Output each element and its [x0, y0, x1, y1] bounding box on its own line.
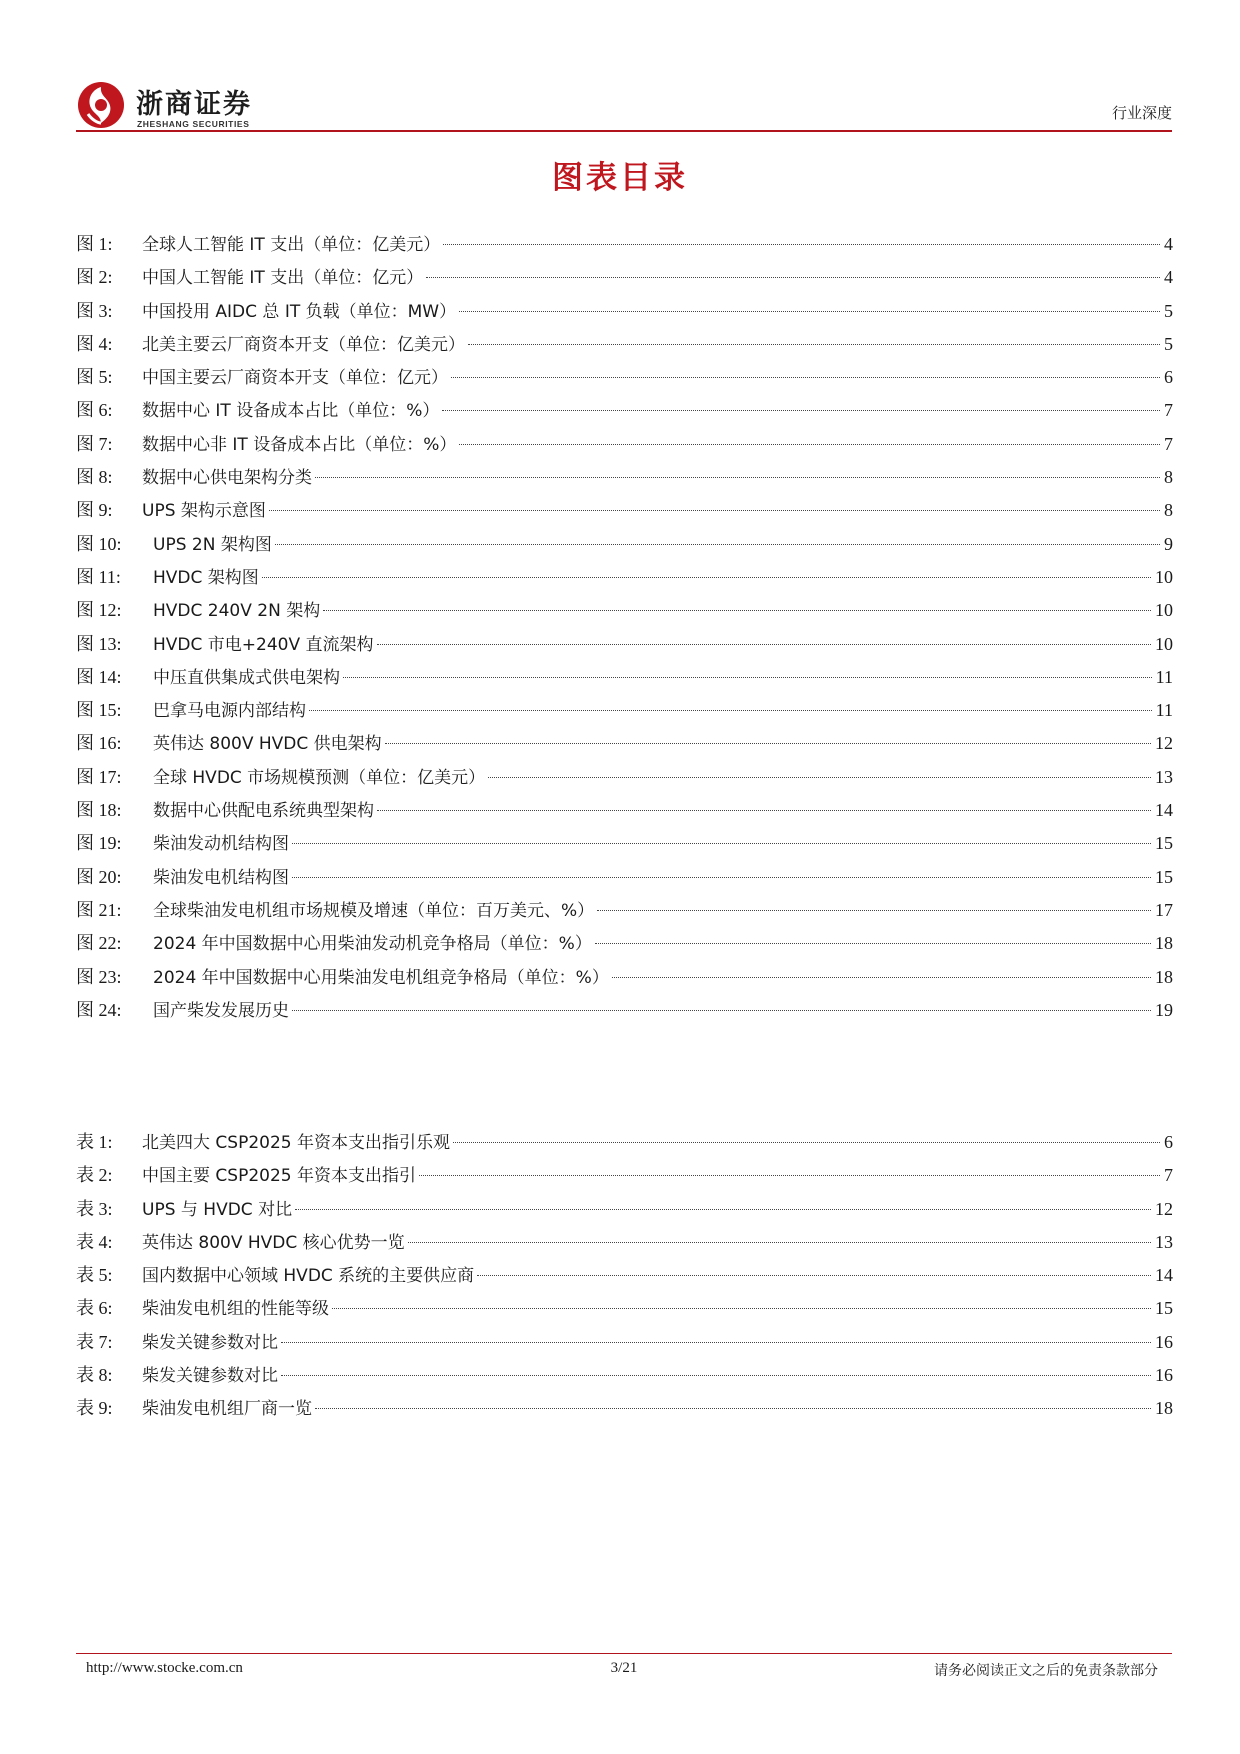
- entry-page-number[interactable]: 15: [1155, 1298, 1173, 1319]
- entry-label: 图 9:: [76, 500, 113, 521]
- page-title: 图表目录: [552, 160, 688, 196]
- entry-title[interactable]: 全球 HVDC 市场规模预测（单位：亿美元）: [153, 767, 486, 788]
- company-logo: [76, 80, 316, 136]
- entry-title[interactable]: 全球柴油发电机组市场规模及增速（单位：百万美元、%）: [153, 900, 595, 921]
- entry-title[interactable]: 英伟达 800V HVDC 供电架构: [153, 734, 382, 755]
- entry-title[interactable]: 柴油发电机组厂商一览: [142, 1399, 312, 1420]
- entry-title[interactable]: UPS 架构示意图: [142, 501, 266, 522]
- entry-page-number[interactable]: 18: [1155, 933, 1173, 954]
- dot-leader: [323, 610, 1151, 611]
- dot-leader: [262, 577, 1151, 578]
- dot-leader: [281, 1342, 1151, 1343]
- entry-label: 图 15:: [76, 700, 122, 721]
- dot-leader: [292, 1010, 1151, 1011]
- entry-page-number[interactable]: 16: [1155, 1365, 1173, 1386]
- entry-title[interactable]: HVDC 架构图: [153, 567, 259, 588]
- entry-title[interactable]: 英伟达 800V HVDC 核心优势一览: [142, 1232, 405, 1253]
- entry-label: 图 10:: [76, 533, 122, 554]
- entry-label: 图 13:: [76, 633, 122, 654]
- entry-page-number[interactable]: 5: [1164, 300, 1173, 321]
- entry-title[interactable]: 柴发关键参数对比: [142, 1366, 278, 1387]
- entry-page-number[interactable]: 4: [1164, 234, 1173, 254]
- entry-page-number[interactable]: 10: [1155, 633, 1173, 654]
- entry-label: 图 18:: [76, 800, 122, 821]
- figure-toc-entry[interactable]: [76, 299, 1173, 332]
- entry-label: 表 9:: [76, 1398, 113, 1419]
- table-toc-entry[interactable]: [76, 1130, 1173, 1163]
- table-toc-entry[interactable]: [76, 1230, 1173, 1263]
- dot-leader: [451, 377, 1160, 378]
- entry-page-number[interactable]: 10: [1155, 600, 1173, 621]
- dot-leader: [315, 477, 1160, 478]
- dot-leader: [275, 544, 1160, 545]
- dot-leader: [442, 410, 1160, 411]
- entry-page-number[interactable]: 11: [1155, 700, 1173, 721]
- entry-title[interactable]: 北美主要云厂商资本开支（单位：亿美元）: [142, 334, 465, 355]
- figure-toc-entry[interactable]: [76, 398, 1173, 431]
- entry-label: 图 12:: [76, 600, 122, 621]
- entry-title[interactable]: 中国投用 AIDC 总 IT 负载（单位：MW）: [142, 301, 457, 322]
- entry-label: 表 6:: [76, 1298, 113, 1319]
- figure-toc-entry[interactable]: [76, 865, 1173, 898]
- entry-page-number[interactable]: 11: [1155, 666, 1173, 687]
- website-link[interactable]: http://www.stocke.com.cn: [86, 1660, 243, 1676]
- entry-title[interactable]: 数据中心 IT 设备成本占比（单位：%）: [142, 401, 440, 422]
- table-toc-entry[interactable]: [76, 1263, 1173, 1296]
- entry-page-number[interactable]: 15: [1155, 833, 1173, 854]
- entry-label: 图 11:: [76, 566, 121, 587]
- entry-title[interactable]: 中压直供集成式供电架构: [153, 667, 340, 688]
- dot-leader: [443, 244, 1160, 245]
- report-category: 行业深度: [1111, 104, 1172, 122]
- entry-title[interactable]: 巴拿马电源内部结构: [153, 701, 306, 722]
- dot-leader: [281, 1375, 1151, 1376]
- figure-toc-entry[interactable]: [76, 831, 1173, 864]
- entry-label: 图 21:: [76, 899, 122, 920]
- entry-label: 图 23:: [76, 966, 122, 987]
- figure-toc-entry[interactable]: [76, 432, 1173, 465]
- figure-toc-entry[interactable]: [76, 665, 1173, 698]
- entry-title[interactable]: 中国主要 CSP2025 年资本支出指引: [142, 1166, 416, 1187]
- dot-leader: [477, 1275, 1151, 1276]
- entry-label: 表 8:: [76, 1365, 113, 1386]
- dot-leader: [459, 311, 1160, 312]
- dot-leader: [377, 644, 1151, 645]
- figure-toc-entry[interactable]: [76, 765, 1173, 798]
- entry-title[interactable]: 数据中心供配电系统典型架构: [153, 801, 374, 822]
- entry-page-number[interactable]: 18: [1155, 1398, 1173, 1419]
- entry-label: 图 3:: [76, 300, 113, 321]
- figure-toc-entry[interactable]: [76, 465, 1173, 498]
- table-toc-entry[interactable]: [76, 1296, 1173, 1329]
- table-toc-entry[interactable]: [76, 1330, 1173, 1363]
- page-header: [76, 74, 1172, 132]
- figure-toc-entry[interactable]: [76, 798, 1173, 831]
- dot-leader: [459, 444, 1160, 445]
- figure-toc-entry[interactable]: [76, 931, 1173, 964]
- dot-leader: [468, 344, 1160, 345]
- entry-title[interactable]: HVDC 240V 2N 架构: [153, 601, 321, 622]
- entry-page-number[interactable]: 6: [1164, 1132, 1173, 1152]
- logo-chinese-name: 浙商证券: [136, 89, 252, 120]
- entry-page-number[interactable]: 12: [1155, 733, 1173, 754]
- entry-page-number[interactable]: 10: [1155, 566, 1173, 587]
- entry-page-number[interactable]: 7: [1164, 400, 1173, 421]
- dot-leader: [597, 910, 1151, 911]
- entry-page-number[interactable]: 13: [1155, 766, 1173, 787]
- dot-leader: [295, 1209, 1151, 1210]
- entry-page-number[interactable]: 7: [1164, 1165, 1173, 1186]
- figure-toc-entry[interactable]: [76, 698, 1173, 731]
- dot-leader: [612, 977, 1151, 978]
- table-toc-entry[interactable]: [76, 1363, 1173, 1396]
- entry-page-number[interactable]: 7: [1164, 433, 1173, 454]
- logo-english-name: ZHESHANG SECURITIES: [137, 119, 250, 129]
- figure-toc-entry[interactable]: [76, 232, 1173, 265]
- dot-leader: [419, 1175, 1160, 1176]
- zheshang-logo-icon: [76, 80, 126, 130]
- entry-page-number[interactable]: 6: [1164, 367, 1173, 388]
- entry-label: 图 7:: [76, 433, 113, 454]
- entry-page-number[interactable]: 17: [1155, 899, 1173, 920]
- entry-title[interactable]: 柴发关键参数对比: [142, 1332, 278, 1353]
- entry-label: 图 20:: [76, 866, 122, 887]
- entry-page-number[interactable]: 5: [1164, 333, 1173, 354]
- entry-label: 图 14:: [76, 666, 122, 687]
- entry-label: 表 1:: [76, 1132, 113, 1152]
- entry-label: 表 7:: [76, 1331, 113, 1352]
- figure-toc-entry[interactable]: [76, 532, 1173, 565]
- dot-leader: [385, 743, 1151, 744]
- dot-leader: [343, 677, 1152, 678]
- dot-leader: [426, 277, 1160, 278]
- page-number: 3/21: [610, 1660, 638, 1676]
- entry-label: 表 3:: [76, 1198, 113, 1219]
- entry-title[interactable]: 柴油发动机结构图: [153, 834, 289, 855]
- entry-page-number[interactable]: 18: [1155, 966, 1173, 987]
- entry-page-number[interactable]: 8: [1164, 467, 1173, 488]
- entry-page-number[interactable]: 16: [1155, 1331, 1173, 1352]
- entry-label: 表 4:: [76, 1231, 113, 1252]
- entry-label: 图 24:: [76, 999, 122, 1020]
- entry-title[interactable]: 柴油发电机组的性能等级: [142, 1299, 329, 1320]
- figure-toc-entry[interactable]: [76, 998, 1173, 1031]
- dot-leader: [332, 1308, 1151, 1309]
- entry-label: 图 4:: [76, 333, 113, 354]
- entry-title[interactable]: UPS 2N 架构图: [153, 534, 272, 555]
- entry-title[interactable]: 数据中心非 IT 设备成本占比（单位：%）: [142, 434, 457, 455]
- table-toc-entry[interactable]: [76, 1197, 1173, 1230]
- figure-toc-entry[interactable]: [76, 565, 1173, 598]
- entry-label: 图 16:: [76, 733, 122, 754]
- entry-page-number[interactable]: 12: [1155, 1198, 1173, 1219]
- entry-page-number[interactable]: 9: [1164, 533, 1173, 554]
- entry-title[interactable]: 中国主要云厂商资本开支（单位：亿元）: [142, 368, 448, 389]
- entry-page-number[interactable]: 14: [1155, 1265, 1173, 1286]
- page-footer: [76, 1660, 1172, 1684]
- dot-leader: [453, 1142, 1160, 1143]
- entry-title[interactable]: 全球人工智能 IT 支出（单位：亿美元）: [142, 235, 441, 255]
- footer-divider: [76, 1653, 1172, 1654]
- table-list: [76, 1130, 1173, 1430]
- entry-page-number[interactable]: 13: [1155, 1231, 1173, 1252]
- entry-label: 图 5:: [76, 367, 113, 388]
- figure-toc-entry[interactable]: [76, 332, 1173, 365]
- dot-leader: [315, 1408, 1151, 1409]
- figure-toc-entry[interactable]: [76, 965, 1173, 998]
- dot-leader: [377, 810, 1151, 811]
- entry-label: 图 19:: [76, 833, 122, 854]
- entry-title[interactable]: 数据中心供电架构分类: [142, 468, 312, 489]
- entry-label: 图 1:: [76, 234, 113, 254]
- entry-label: 图 22:: [76, 933, 122, 954]
- entry-title[interactable]: 2024 年中国数据中心用柴油发电机组竞争格局（单位：%）: [153, 967, 609, 988]
- header-divider: [76, 130, 1172, 132]
- entry-label: 图 6:: [76, 400, 113, 421]
- entry-title[interactable]: 北美四大 CSP2025 年资本支出指引乐观: [142, 1133, 450, 1153]
- entry-label: 图 8:: [76, 467, 113, 488]
- entry-title[interactable]: 国产柴发发展历史: [153, 1000, 289, 1021]
- figure-toc-entry[interactable]: [76, 731, 1173, 764]
- figure-toc-entry[interactable]: [76, 265, 1173, 298]
- disclaimer-notice: 请务必阅读正文之后的免责条款部分: [934, 1663, 1158, 1679]
- dot-leader: [595, 943, 1151, 944]
- figure-list: [76, 232, 1173, 1031]
- dot-leader: [292, 877, 1151, 878]
- entry-title[interactable]: 2024 年中国数据中心用柴油发动机竞争格局（单位：%）: [153, 934, 592, 955]
- entry-title[interactable]: 国内数据中心领域 HVDC 系统的主要供应商: [142, 1266, 475, 1287]
- entry-page-number[interactable]: 14: [1155, 800, 1173, 821]
- figure-toc-entry[interactable]: [76, 632, 1173, 665]
- figure-toc-entry[interactable]: [76, 365, 1173, 398]
- dot-leader: [488, 777, 1151, 778]
- entry-label: 图 2:: [76, 267, 113, 288]
- entry-page-number[interactable]: 19: [1155, 999, 1173, 1020]
- entry-page-number[interactable]: 15: [1155, 866, 1173, 887]
- figure-toc-entry[interactable]: [76, 498, 1173, 531]
- entry-title[interactable]: HVDC 市电+240V 直流架构: [153, 634, 374, 655]
- dot-leader: [309, 710, 1152, 711]
- entry-label: 表 5:: [76, 1265, 113, 1286]
- dot-leader: [292, 843, 1151, 844]
- entry-page-number[interactable]: 4: [1164, 267, 1173, 288]
- figure-toc-entry[interactable]: [76, 898, 1173, 931]
- entry-title[interactable]: 中国人工智能 IT 支出（单位：亿元）: [142, 268, 424, 289]
- entry-label: 图 17:: [76, 766, 122, 787]
- dot-leader: [408, 1242, 1151, 1243]
- figure-toc-entry[interactable]: [76, 598, 1173, 631]
- entry-title[interactable]: 柴油发电机结构图: [153, 867, 289, 888]
- dot-leader: [269, 510, 1160, 511]
- table-toc-entry[interactable]: [76, 1163, 1173, 1196]
- entry-page-number[interactable]: 8: [1164, 500, 1173, 521]
- entry-label: 表 2:: [76, 1165, 113, 1186]
- table-toc-entry[interactable]: [76, 1396, 1173, 1429]
- entry-title[interactable]: UPS 与 HVDC 对比: [142, 1199, 293, 1220]
